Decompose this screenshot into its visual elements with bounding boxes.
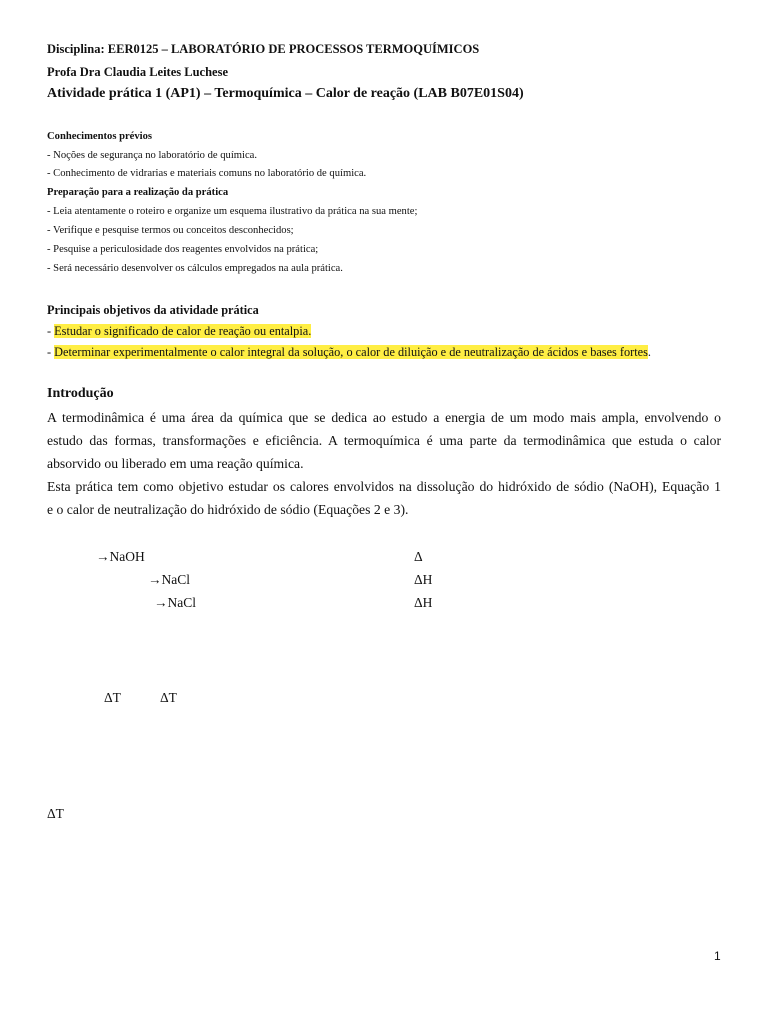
preparation-title: Preparação para a realização da prática [47, 187, 229, 198]
equation-1-reaction: →NaOH [96, 549, 145, 564]
professor-line: Profa Dra Claudia Leites Luchese [47, 65, 229, 79]
paragraph-line: e o calor de neutralização do hidróxido de sódio (Equações 2 e 3). [47, 502, 409, 517]
preparation-item: - Verifique e pesquise termos ou conceitos desconhecidos; [47, 225, 294, 236]
paragraph-line: Esta prática tem como objetivo estudar os calores envolvidos na dissolução do hidróxido de sódio (NaOH), Equação 1 [47, 479, 721, 494]
objectives-title: Principais objetivos da atividade prática [47, 303, 259, 317]
preparation-item: - Pesquise a periculosidade dos reagentes envolvidos na prática; [47, 244, 319, 255]
prior-knowledge-item: - Conhecimento de vidrarias e materiais comuns no laboratório de química. [47, 168, 367, 179]
delta-t-label: ΔT [104, 690, 121, 705]
equation-3-reaction: →NaCl [154, 595, 196, 610]
objective-suffix: . [647, 345, 651, 359]
introduction-title: Introdução [47, 386, 114, 401]
paragraph-line: A termodinâmica é uma área da química que se dedica ao estudo a energia de um modo mais ampla, envolvendo o [47, 410, 721, 425]
equation-2-symbol: ΔH [414, 572, 433, 587]
delta-t-label: ΔT [47, 806, 64, 821]
objective-item [47, 324, 311, 339]
objective-prefix: - [47, 345, 55, 359]
objective-highlight: Determinar experimentalmente o calor integral da solução, o calor de diluição e de neutralização de ácidos e bases fortes [54, 345, 648, 359]
prior-knowledge-title: Conhecimentos prévios [47, 131, 153, 142]
delta-t-label: ΔT [160, 690, 177, 705]
objective-item [47, 345, 651, 360]
objective-highlight: Estudar o significado de calor de reação ou entalpia. [54, 324, 312, 338]
introduction-paragraph-1 [47, 406, 721, 475]
paragraph-line: estudo das formas, transformações e eficiência. A termoquímica é uma parte da termodinâmica que estuda o calor [47, 433, 721, 448]
preparation-item: - Leia atentamente o roteiro e organize um esquema ilustrativo da prática na sua mente; [47, 206, 418, 217]
preparation-item: - Será necessário desenvolver os cálculos empregados na aula prática. [47, 263, 343, 274]
paragraph-line: absorvido ou liberado em uma reação química. [47, 456, 304, 471]
prior-knowledge-item: - Noções de segurança no laboratório de química. [47, 150, 258, 161]
page-number: 1 [714, 949, 721, 963]
discipline-line: Disciplina: EER0125 – LABORATÓRIO DE PROCESSOS TERMOQUÍMICOS [47, 42, 480, 56]
equation-3-symbol: ΔH [414, 595, 433, 610]
activity-title: Atividade prática 1 (AP1) – Termoquímica – Calor de reação (LAB B07E01S04) [47, 86, 524, 101]
equation-2-reaction: →NaCl [148, 572, 190, 587]
objective-prefix: - [47, 324, 55, 338]
introduction-paragraph-2 [47, 475, 721, 521]
equation-1-symbol: Δ [414, 549, 423, 564]
